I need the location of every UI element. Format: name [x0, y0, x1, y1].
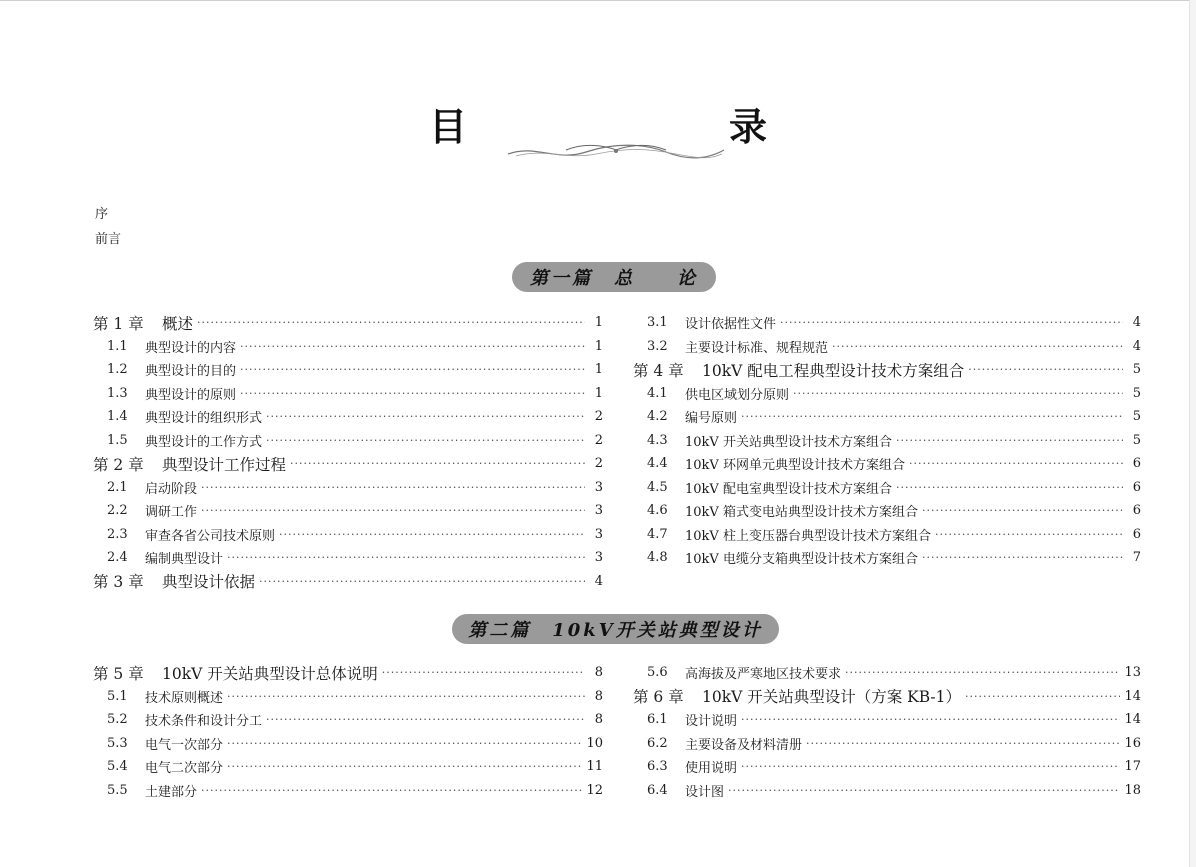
dot-leader: [909, 458, 1123, 469]
dot-leader: [227, 552, 585, 563]
dot-leader: [935, 529, 1123, 540]
toc-section-entry[interactable]: [633, 382, 1141, 406]
toc-entry-title: 典型设计的内容: [145, 340, 237, 356]
toc-entry-title: 10kV 箱式变电站典型设计技术方案组合: [685, 505, 918, 521]
toc-section-entry[interactable]: [633, 546, 1141, 570]
toc-entry-title: 土建部分: [145, 784, 198, 800]
toc-entry-page-number: 4: [594, 573, 603, 589]
toc-entry-page-number: 1: [594, 338, 603, 354]
toc-section-entry[interactable]: [633, 708, 1141, 732]
toc-chapter-entry[interactable]: [633, 358, 1141, 382]
toc-entry-number: 5.6: [647, 665, 668, 681]
toc-entry-page-number: 5: [1132, 432, 1141, 448]
toc-entry-number: 1.1: [107, 338, 128, 354]
toc-entry-title: 电气二次部分: [145, 761, 224, 777]
toc-entry-title: 设计依据性文件: [685, 317, 777, 333]
dot-leader: [266, 411, 585, 422]
toc-entry-page-number: 5: [1132, 362, 1141, 378]
toc-entry-page-number: 6: [1132, 526, 1141, 542]
dot-leader: [832, 341, 1123, 352]
toc-section-entry[interactable]: [633, 476, 1141, 500]
toc-entry-page-number: 5: [1132, 385, 1141, 401]
dot-leader: [201, 785, 582, 796]
dot-leader: [382, 667, 585, 678]
toc-section-entry[interactable]: [93, 732, 603, 756]
toc-entry-page-number: 4: [1132, 315, 1141, 331]
toc-entry-page-number: 14: [1124, 712, 1141, 728]
dot-leader: [741, 714, 1120, 725]
toc-entry-title: 主要设备及材料清册: [685, 737, 803, 753]
toc-chapter-entry[interactable]: [93, 661, 603, 685]
toc-entry-page-number: 4: [1132, 338, 1141, 354]
toc-entry-number: 4.8: [647, 550, 668, 566]
toc-entry-number: 4.4: [647, 456, 668, 472]
toc-entry-number: 4.6: [647, 503, 668, 519]
toc-entry-number: 4.2: [647, 409, 668, 425]
toc-entry-page-number: 6: [1132, 479, 1141, 495]
toc-entry-number: 5.2: [107, 712, 128, 728]
toc-entry-page-number: 2: [594, 456, 603, 472]
toc-entry-number: 5.1: [107, 688, 128, 704]
toc-entry-number: 5.3: [107, 735, 128, 751]
toc-entry-page-number: 14: [1124, 688, 1141, 704]
toc-entry-title: 10kV 开关站典型设计技术方案组合: [685, 434, 892, 450]
toc-section-entry[interactable]: [93, 358, 603, 382]
toc-entry-title: 高海拔及严寒地区技术要求: [685, 667, 842, 683]
toc-entry-title: 典型设计工作过程: [162, 455, 287, 474]
dot-leader: [279, 529, 585, 540]
dot-leader: [968, 364, 1123, 375]
toc-entry-number: 6.3: [647, 759, 668, 775]
toc-entry-title: 设计图: [685, 784, 725, 800]
toc-section-entry[interactable]: [93, 499, 603, 523]
dot-leader: [266, 435, 585, 446]
dot-leader: [201, 505, 585, 516]
toc-entry-title: 设计说明: [685, 714, 738, 730]
toc-section-entry[interactable]: [633, 405, 1141, 429]
toc-section-entry[interactable]: [633, 661, 1141, 685]
toc-entry-page-number: 17: [1124, 759, 1141, 775]
dot-leader: [741, 411, 1123, 422]
toc-entry-title: 10kV 柱上变压器台典型设计技术方案组合: [685, 528, 931, 544]
front-matter-foreword[interactable]: 前言: [95, 232, 122, 247]
toc-entry-page-number: 7: [1132, 550, 1141, 566]
toc-section-entry[interactable]: [93, 335, 603, 359]
toc-entry-page-number: 12: [586, 782, 603, 798]
part-two-right-column: [633, 661, 1141, 802]
toc-entry-title: 10kV 环网单元典型设计技术方案组合: [685, 458, 905, 474]
toc-entry-title: 技术条件和设计分工: [145, 714, 263, 730]
toc-section-entry[interactable]: [93, 755, 603, 779]
wave-ornament-icon: [506, 140, 726, 162]
toc-section-entry[interactable]: [633, 732, 1141, 756]
dot-leader: [197, 317, 585, 328]
dot-leader: [965, 691, 1120, 702]
toc-section-entry[interactable]: [633, 311, 1141, 335]
part-one-left-column: [93, 311, 603, 593]
toc-section-entry[interactable]: [93, 405, 603, 429]
toc-entry-page-number: 3: [594, 550, 603, 566]
toc-entry-number: 5.5: [107, 782, 128, 798]
dot-leader: [793, 388, 1123, 399]
toc-entry-number: 6.2: [647, 735, 668, 751]
toc-entry-page-number: 18: [1124, 782, 1141, 798]
dot-leader: [922, 552, 1123, 563]
dot-leader: [240, 341, 585, 352]
toc-entry-page-number: 1: [594, 362, 603, 378]
dot-leader: [259, 576, 585, 587]
toc-section-entry[interactable]: [633, 335, 1141, 359]
part-two-banner: 第二篇 10kV开关站典型设计: [452, 614, 779, 644]
front-matter-preface[interactable]: 序: [95, 207, 109, 222]
dot-leader: [896, 435, 1123, 446]
toc-entry-page-number: 6: [1132, 456, 1141, 472]
toc-entry-title: 典型设计的目的: [145, 364, 237, 380]
dot-leader: [240, 388, 585, 399]
toc-entry-title: 审查各省公司技术原则: [145, 528, 276, 544]
dot-leader: [240, 364, 585, 375]
toc-entry-number: 1.5: [107, 432, 128, 448]
toc-section-entry[interactable]: [633, 499, 1141, 523]
toc-entry-page-number: 3: [594, 503, 603, 519]
dot-leader: [922, 505, 1123, 516]
toc-entry-number: 1.3: [107, 385, 128, 401]
toc-section-entry[interactable]: [633, 779, 1141, 803]
toc-section-entry[interactable]: [633, 429, 1141, 453]
toc-entry-number: 4.5: [647, 479, 668, 495]
part-two-left-column: [93, 661, 603, 802]
toc-entry-page-number: 8: [594, 712, 603, 728]
toc-entry-number: 第 4 章: [633, 361, 684, 380]
toc-entry-page-number: 13: [1124, 665, 1141, 681]
toc-entry-number: 3.2: [647, 338, 668, 354]
toc-entry-number: 第 3 章: [93, 573, 144, 592]
toc-entry-title: 典型设计依据: [162, 573, 256, 592]
toc-entry-number: 3.1: [647, 315, 668, 331]
toc-entry-number: 6.4: [647, 782, 668, 798]
toc-entry-title: 典型设计的组织形式: [145, 411, 263, 427]
toc-entry-page-number: 1: [594, 315, 603, 331]
toc-section-entry[interactable]: [93, 546, 603, 570]
toc-entry-number: 2.3: [107, 526, 128, 542]
toc-entry-page-number: 5: [1132, 409, 1141, 425]
dot-leader: [806, 738, 1120, 749]
dot-leader: [227, 738, 582, 749]
toc-entry-page-number: 2: [594, 432, 603, 448]
toc-section-entry[interactable]: [633, 523, 1141, 547]
toc-section-entry[interactable]: [93, 779, 603, 803]
toc-section-entry[interactable]: [633, 755, 1141, 779]
toc-entry-title: 概述: [162, 314, 194, 333]
toc-section-entry[interactable]: [93, 685, 603, 709]
dot-leader: [227, 761, 582, 772]
toc-entry-title: 技术原则概述: [145, 690, 224, 706]
toc-entry-title: 电气一次部分: [145, 737, 224, 753]
toc-entry-title: 使用说明: [685, 761, 738, 777]
toc-entry-number: 2.4: [107, 550, 128, 566]
toc-chapter-entry[interactable]: [93, 311, 603, 335]
dot-leader: [741, 761, 1120, 772]
toc-entry-number: 第 6 章: [633, 688, 684, 707]
dot-leader: [227, 691, 585, 702]
toc-entry-title: 调研工作: [145, 505, 198, 521]
dot-leader: [201, 482, 585, 493]
toc-entry-title: 编号原则: [685, 411, 738, 427]
toc-entry-title: 10kV 开关站典型设计（方案 KB-1）: [702, 688, 962, 707]
toc-entry-page-number: 3: [594, 526, 603, 542]
toc-entry-page-number: 8: [594, 665, 603, 681]
toc-entry-number: 第 5 章: [93, 664, 144, 683]
page-title: 目 录: [428, 105, 829, 149]
toc-entry-number: 第 2 章: [93, 455, 144, 474]
toc-entry-title: 供电区域划分原则: [685, 387, 790, 403]
toc-entry-number: 4.3: [647, 432, 668, 448]
toc-section-entry[interactable]: [93, 429, 603, 453]
toc-entry-title: 10kV 配电工程典型设计技术方案组合: [702, 361, 965, 380]
dot-leader: [845, 667, 1120, 678]
part-one-right-column: [633, 311, 1141, 570]
toc-entry-title: 典型设计的原则: [145, 387, 237, 403]
toc-entry-number: 4.7: [647, 526, 668, 542]
toc-entry-number: 2.2: [107, 503, 128, 519]
dot-leader: [728, 785, 1120, 796]
toc-entry-number: 第 1 章: [93, 314, 144, 333]
part-one-banner: 第一篇 总 论: [512, 262, 716, 292]
toc-section-entry[interactable]: [93, 382, 603, 406]
toc-entry-title: 10kV 电缆分支箱典型设计技术方案组合: [685, 552, 918, 568]
toc-entry-title: 编制典型设计: [145, 552, 224, 568]
toc-entry-title: 10kV 开关站典型设计总体说明: [162, 664, 378, 683]
toc-entry-page-number: 3: [594, 479, 603, 495]
dot-leader: [896, 482, 1123, 493]
toc-entry-page-number: 10: [586, 735, 603, 751]
toc-chapter-entry[interactable]: [633, 685, 1141, 709]
toc-entry-number: 6.1: [647, 712, 668, 728]
toc-entry-page-number: 6: [1132, 503, 1141, 519]
dot-leader: [266, 714, 585, 725]
toc-entry-number: 4.1: [647, 385, 668, 401]
toc-entry-page-number: 11: [586, 759, 603, 775]
toc-entry-title: 10kV 配电室典型设计技术方案组合: [685, 481, 892, 497]
toc-chapter-entry[interactable]: [93, 570, 603, 594]
toc-entry-page-number: 16: [1124, 735, 1141, 751]
toc-entry-page-number: 1: [594, 385, 603, 401]
toc-chapter-entry[interactable]: [93, 452, 603, 476]
toc-section-entry[interactable]: [633, 452, 1141, 476]
toc-entry-title: 主要设计标准、规程规范: [685, 340, 829, 356]
toc-entry-number: 1.2: [107, 362, 128, 378]
toc-entry-title: 启动阶段: [145, 481, 198, 497]
toc-entry-number: 1.4: [107, 409, 128, 425]
toc-section-entry[interactable]: [93, 708, 603, 732]
toc-entry-title: 典型设计的工作方式: [145, 434, 263, 450]
dot-leader: [780, 317, 1123, 328]
toc-entry-number: 5.4: [107, 759, 128, 775]
toc-entry-number: 2.1: [107, 479, 128, 495]
dot-leader: [290, 458, 585, 469]
toc-entry-page-number: 2: [594, 409, 603, 425]
toc-section-entry[interactable]: [93, 476, 603, 500]
toc-entry-page-number: 8: [594, 688, 603, 704]
toc-section-entry[interactable]: [93, 523, 603, 547]
